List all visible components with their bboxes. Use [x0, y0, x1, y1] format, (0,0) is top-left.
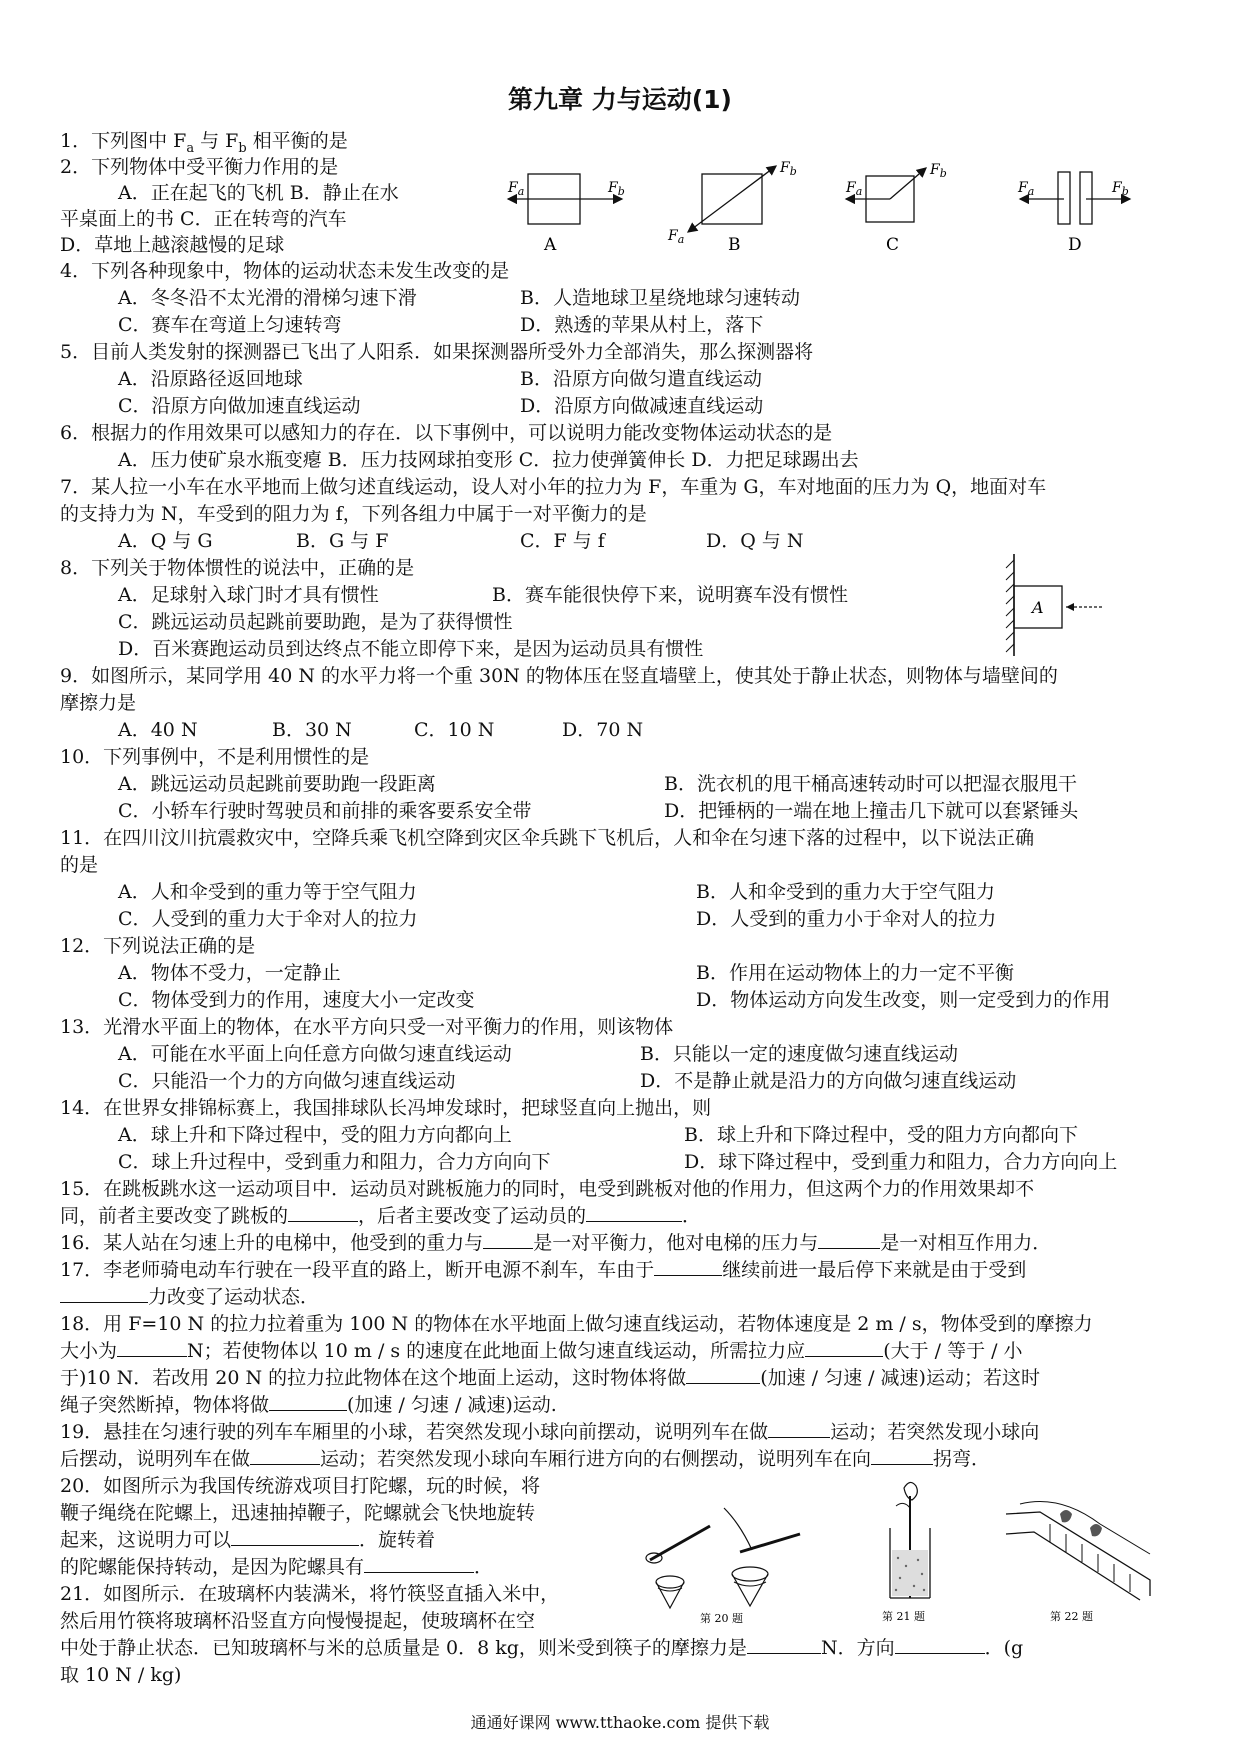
question-21-line3: 中处于静止状态．已知玻璃杯与米的总质量是 0．8 kg，则米受到筷子的摩擦力是 N．方向 ．(g	[60, 1637, 1024, 1659]
question-13-option-a: A．可能在水平面上向任意方向做匀速直线运动	[118, 1043, 512, 1065]
question-20-line1: 20．如图所示为我国传统游戏项目打陀螺，玩的时候，将	[60, 1475, 541, 1497]
spinning-top-figure	[640, 1490, 810, 1625]
question-18-line1: 18．用 F=10 N 的拉力拉着重为 100 N 的物体在水平地面上做匀速直线运动，若物体速度是 2 m / s，物体受到的摩擦力	[60, 1313, 1093, 1335]
question-5-stem: 5．目前人类发射的探测器已飞出了人阳系．如果探测器所受外力全部消失，那么探测器将	[60, 341, 814, 363]
question-12-stem: 12．下列说法正确的是	[60, 935, 256, 957]
figure-c-caption: C	[886, 235, 900, 255]
answer-blank[interactable]	[483, 1230, 533, 1249]
figure-c	[845, 162, 947, 255]
page-footer: 通通好课网 www.tthaoke.com 提供下载	[470, 1713, 770, 1732]
escalator-figure	[1000, 1484, 1160, 1626]
question-15-line1: 15．在跳板跳水这一运动项目中．运动员对跳板施力的同时，电受到跳板对他的作用力，但这两个力的作用效果却不	[60, 1178, 1035, 1200]
question-8-option-c: C．跳远运动员起跳前要助跑，是为了获得惯性	[118, 611, 513, 633]
question-20-line4: 的陀螺能保持转动，是因为陀螺具有 ．	[60, 1556, 494, 1578]
question-12-option-c: C．物体受到力的作用，速度大小一定改变	[118, 989, 475, 1011]
question-16: 16．某人站在匀速上升的电梯中，他受到的重力与 是一对平衡力，他对电梯的压力与 是一对相互作用力．	[60, 1232, 1052, 1254]
wall-block-figure	[990, 550, 1120, 660]
question-10-option-c: C．小轿车行驶时驾驶员和前排的乘客要系安全带	[118, 800, 532, 822]
question-17-line1: 17．李老师骑电动车行驶在一段平直的路上，断开电源不刹车，车由于 继续前进一最后停下来就是由于受到	[60, 1259, 1027, 1281]
question-7-option-b: B．G 与 F	[296, 530, 389, 552]
question-14-option-c: C．球上升过程中，受到重力和阻力，合力方向向下	[118, 1151, 551, 1173]
question-6-options: A．压力使矿泉水瓶变瘪 B．压力技网球拍变形 C．拉力使弹簧伸长 D．力把足球踢出去	[118, 449, 859, 471]
question-7-option-a: A．Q 与 G	[118, 530, 213, 552]
question-12-option-a: A．物体不受力，一定静止	[118, 962, 341, 984]
page-title: 第九章 力与运动(1)	[508, 85, 732, 114]
question-7-option-c: C．F 与 f	[520, 530, 605, 552]
question-7-line2: 的支持力为 N，车受到的阻力为 f，下列各组力中属于一对平衡力的是	[60, 503, 647, 525]
question-7-option-d: D．Q 与 N	[706, 530, 804, 552]
rice-cup-figure	[860, 1478, 970, 1626]
question-21-line2: 然后用竹筷将玻璃杯沿竖直方向慢慢提起，使玻璃杯在空	[60, 1610, 536, 1632]
question-14-option-d: D．球下降过程中，受到重力和阻力，合力方向向上	[684, 1151, 1118, 1173]
answer-blank[interactable]	[805, 1338, 883, 1357]
figure-b-caption: B	[728, 235, 741, 255]
question-11-line1: 11．在四川汶川抗震救灾中，空降兵乘飞机空降到灾区伞兵跳下飞机后，人和伞在匀速下落的过程中，以下说法正确	[60, 827, 1035, 849]
question-4-option-b: B．人造地球卫星绕地球匀速转动	[520, 287, 800, 309]
figure-b	[667, 160, 797, 255]
answer-blank[interactable]	[364, 1554, 474, 1573]
question-14-stem: 14．在世界女排锦标赛上，我国排球队长冯坤发球时，把球竖直向上抛出，则	[60, 1097, 712, 1119]
answer-blank[interactable]	[871, 1446, 933, 1465]
question-13-option-c: C．只能沿一个力的方向做匀速直线运动	[118, 1070, 456, 1092]
question-17-line2: 力改变了运动状态．	[60, 1284, 319, 1310]
question-21-line4: 取 10 N / kg)	[60, 1664, 182, 1686]
answer-blank[interactable]	[654, 1257, 722, 1276]
question-6-stem: 6．根据力的作用效果可以感知力的存在．以下事例中，可以说明力能改变物体运动状态的是	[60, 422, 833, 444]
question-11-option-c: C．人受到的重力大于伞对人的拉力	[118, 908, 418, 930]
question-5-option-a: A．沿原路径返回地球	[118, 368, 303, 390]
question-11-option-d: D．人受到的重力小于伞对人的拉力	[696, 908, 997, 930]
svg-text:Fa: $F_a$	[1018, 180, 1035, 198]
answer-blank[interactable]	[117, 1338, 187, 1357]
question-12-option-d: D．物体运动方向发生改变，则一定受到力的作用	[696, 989, 1111, 1011]
question-4-option-a: A．冬冬沿不太光滑的滑梯匀速下滑	[118, 287, 417, 309]
answer-blank[interactable]	[250, 1446, 320, 1465]
figure-22-caption: 第 22 题	[1050, 1610, 1093, 1623]
answer-blank[interactable]	[288, 1203, 358, 1222]
question-8-option-d: D．百米赛跑运动员到达终点不能立即停下来，是因为运动员具有惯性	[118, 638, 704, 660]
question-9-option-c: C．10 N	[414, 719, 495, 741]
question-11-line2: 的是	[60, 854, 99, 876]
question-13-option-d: D．不是静止就是沿力的方向做匀速直线运动	[640, 1070, 1017, 1092]
figure-a-caption: A	[544, 235, 557, 255]
question-9-line1: 9．如图所示，某同学用 40 N 的水平力将一个重 30N 的物体压在竖直墙壁上，使其处于静止状态，则物体与墙壁间的	[60, 665, 1058, 687]
block-label: A	[1032, 598, 1044, 617]
question-14-option-a: A．球上升和下降过程中，受的阻力方向都向上	[118, 1124, 512, 1146]
question-9-option-a: A．40 N	[118, 719, 198, 741]
figure-21-caption: 第 21 题	[882, 1610, 925, 1623]
question-4-option-c: C．赛车在弯道上匀速转弯	[118, 314, 342, 336]
svg-text:Fb: $F_b$	[780, 160, 797, 178]
question-1: 1．下列图中 $F_a$ 与 $F_b$ 相平衡的是	[60, 130, 348, 156]
question-12-option-b: B．作用在运动物体上的力一定不平衡	[696, 962, 1014, 984]
question-10-stem: 10．下列事例中，不是利用惯性的是	[60, 746, 370, 768]
question-2-line3: 平桌面上的书 C．正在转弯的汽车	[60, 208, 347, 230]
question-20-line3: 起来，这说明力可以 ．旋转着	[60, 1529, 436, 1551]
question-8-option-b: B．赛车能很快停下来，说明赛车没有惯性	[492, 584, 848, 606]
question-14-option-b: B．球上升和下降过程中，受的阻力方向都向下	[684, 1124, 1078, 1146]
question-8-option-a: A．足球射入球门时才具有惯性	[118, 584, 379, 606]
question-11-option-b: B．人和伞受到的重力大于空气阻力	[696, 881, 995, 903]
answer-blank[interactable]	[686, 1365, 760, 1384]
question-2-stem: 2．下列物体中受平衡力作用的是	[60, 156, 339, 178]
svg-text:Fb: $F_b$	[608, 180, 625, 198]
answer-blank[interactable]	[60, 1284, 148, 1303]
question-15-line2: 同，前者主要改变了跳板的 ，后者主要改变了运动员的 ．	[60, 1205, 702, 1227]
answer-blank[interactable]	[818, 1230, 880, 1249]
question-5-option-d: D．沿原方向做减速直线运动	[520, 395, 764, 417]
question-9-option-d: D．70 N	[562, 719, 644, 741]
question-20-line2: 鞭子绳绕在陀螺上，迅速抽掉鞭子，陀螺就会飞快地旋转	[60, 1502, 536, 1524]
question-21-line1: 21．如图所示．在玻璃杯内装满米，将竹筷竖直插入米中，	[60, 1583, 560, 1605]
figure-20-caption: 第 20 题	[700, 1612, 743, 1625]
figure-d	[1017, 172, 1130, 255]
question-9-line2: 摩擦力是	[60, 692, 137, 714]
figure-d-caption: D	[1068, 235, 1082, 255]
question-4-stem: 4．下列各种现象中，物体的运动状态未发生改变的是	[60, 260, 510, 282]
question-10-option-d: D．把锤柄的一端在地上撞击几下就可以套紧锤头	[664, 800, 1079, 822]
answer-blank[interactable]	[768, 1419, 830, 1438]
question-13-option-b: B．只能以一定的速度做匀速直线运动	[640, 1043, 958, 1065]
answer-blank[interactable]	[269, 1392, 347, 1411]
answer-blank[interactable]	[586, 1203, 682, 1222]
question-13-stem: 13．光滑水平面上的物体，在水平方向只受一对平衡力的作用，则该物体	[60, 1016, 674, 1038]
question-19-line2: 后摆动，说明列车在做 运动；若突然发现小球向车厢行进方向的右侧摆动，说明列车在向 拐弯．	[60, 1448, 991, 1470]
question-18-line3: 于)10 N．若改用 20 N 的拉力拉此物体在这个地面上运动，这时物体将做 (加速 / 匀速 / 减速)运动；若这时	[60, 1367, 1040, 1389]
question-11-option-a: A．人和伞受到的重力等于空气阻力	[118, 881, 417, 903]
force-balance-figure	[490, 160, 1190, 260]
question-5-option-b: B．沿原方向做匀遣直线运动	[520, 368, 762, 390]
figure-a	[507, 174, 625, 255]
question-2-line4: D．草地上越滚越慢的足球	[60, 234, 285, 256]
question-5-option-c: C．沿原方向做加速直线运动	[118, 395, 361, 417]
svg-text:Fa: $F_a$	[668, 228, 685, 246]
question-8-stem: 8．下列关于物体惯性的说法中，正确的是	[60, 557, 415, 579]
svg-text:Fb: $F_b$	[930, 162, 947, 180]
svg-text:Fa: $F_a$	[846, 180, 863, 198]
question-2-line2: A．正在起飞的飞机 B．静止在水	[118, 182, 399, 204]
question-10-option-b: B．洗衣机的甩干桶高速转动时可以把湿衣服甩干	[664, 773, 1077, 795]
question-4-option-d: D．熟透的苹果从村上，落下	[520, 314, 764, 336]
svg-text:Fa: $F_a$	[508, 180, 525, 198]
svg-text:Fb: $F_b$	[1112, 180, 1129, 198]
answer-blank[interactable]	[747, 1635, 821, 1654]
question-18-line2: 大小为 N；若使物体以 10 m / s 的速度在此地面上做匀速直线运动，所需拉力应 (大于 / 等于 / 小	[60, 1340, 1023, 1362]
question-18-line4: 绳子突然断掉，物体将做 (加速 / 匀速 / 减速)运动.	[60, 1394, 557, 1416]
question-9-option-b: B．30 N	[272, 719, 352, 741]
answer-blank[interactable]	[231, 1527, 359, 1546]
question-7-line1: 7．某人拉一小车在水平地而上做匀述直线运动，设人对小年的拉力为 F，车重为 G，车对地面的压力为 Q，地面对车	[60, 476, 1047, 498]
answer-blank[interactable]	[895, 1635, 985, 1654]
question-19-line1: 19．悬挂在匀速行驶的列车车厢里的小球，若突然发现小球向前摆动，说明列车在做 运动；若突然发现小球向	[60, 1421, 1040, 1443]
question-10-option-a: A．跳远运动员起跳前要助跑一段距离	[118, 773, 436, 795]
